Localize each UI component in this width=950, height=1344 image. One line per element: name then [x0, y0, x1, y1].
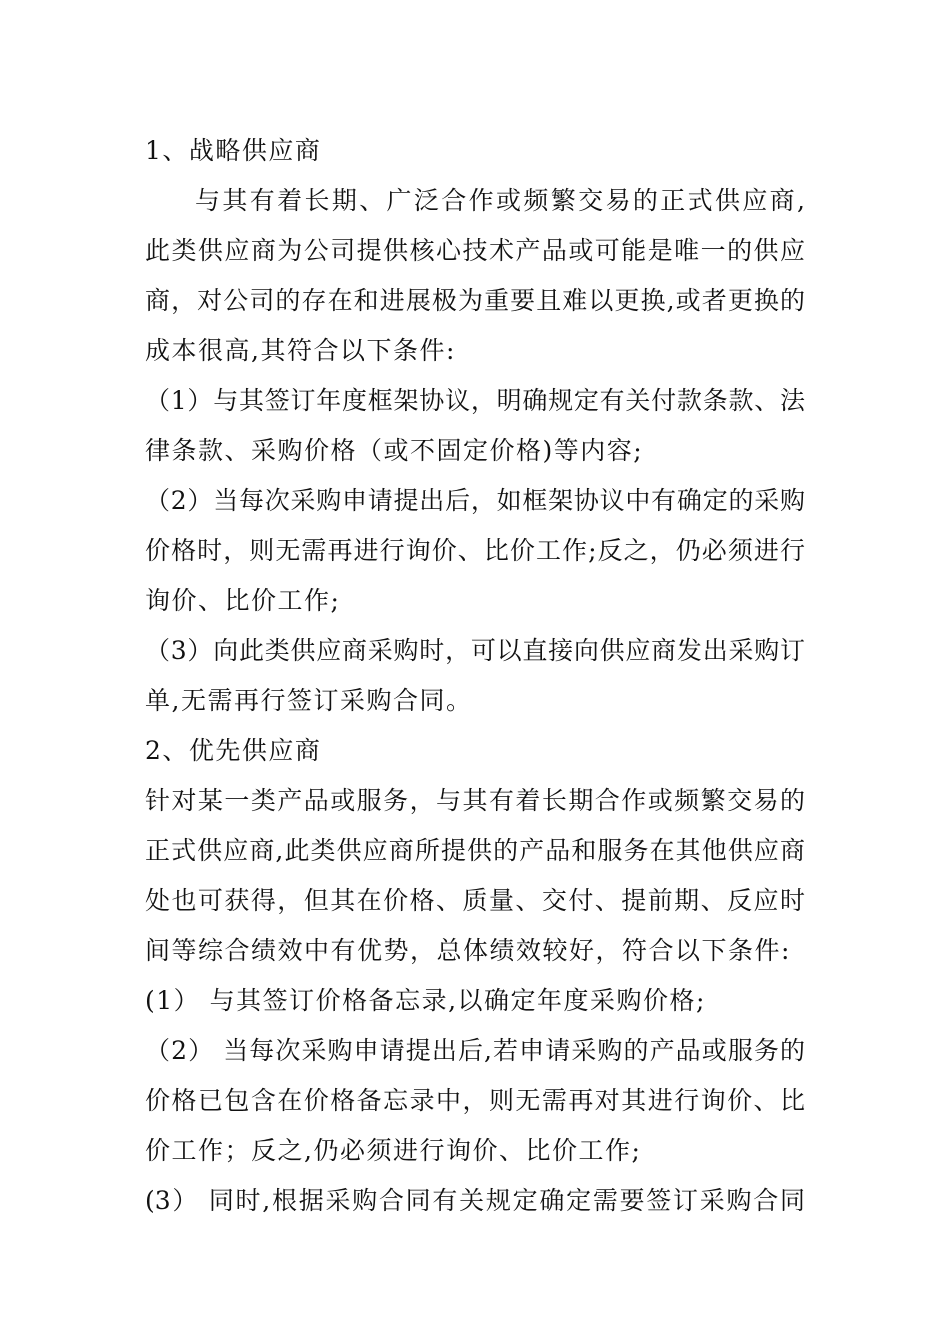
list-item-line: （2）当每次采购申请提出后，如框架协议中有确定的采购: [145, 486, 805, 515]
paragraph-line: 正式供应商,此类供应商所提供的产品和服务在其他供应商: [145, 836, 805, 865]
list-item-line: （1）与其签订年度框架协议，明确规定有关付款条款、法: [145, 386, 805, 415]
paragraph-line: 商，对公司的存在和进展极为重要且难以更换,或者更换的: [145, 286, 805, 315]
paragraph-line: 成本很高,其符合以下条件:: [145, 336, 456, 365]
list-item-line: （2） 当每次采购申请提出后,若申请采购的产品或服务的: [145, 1036, 805, 1065]
list-item-line: (1） 与其签订价格备忘录,以确定年度采购价格;: [145, 986, 706, 1015]
paragraph-line: 处也可获得，但其在价格、质量、交付、提前期、反应时: [145, 886, 805, 915]
paragraph-line: 此类供应商为公司提供核心技术产品或可能是唯一的供应: [145, 236, 805, 265]
list-item-line: 价格时，则无需再进行询价、比价工作;反之，仍必须进行: [145, 536, 805, 565]
paragraph-line: 与其有着长期、广泛合作或频繁交易的正式供应商,: [195, 186, 805, 215]
paragraph-line: 间等综合绩效中有优势，总体绩效较好，符合以下条件:: [145, 936, 791, 965]
list-item-line: (3） 同时,根据采购合同有关规定确定需要签订采购合同: [145, 1186, 805, 1215]
list-item-line: 价工作；反之,仍必须进行询价、比价工作;: [145, 1136, 642, 1165]
list-item-line: 单,无需再行签订采购合同。: [145, 686, 473, 715]
list-item-line: 价格已包含在价格备忘录中，则无需再对其进行询价、比: [145, 1086, 805, 1115]
section-heading-strategic-supplier: 1、战略供应商: [145, 136, 322, 165]
section-heading-preferred-supplier: 2、优先供应商: [145, 736, 322, 765]
list-item-line: 询价、比价工作;: [145, 586, 341, 615]
list-item-line: （3）向此类供应商采购时，可以直接向供应商发出采购订: [145, 636, 805, 665]
list-item-line: 律条款、采购价格（或不固定价格)等内容;: [145, 436, 644, 465]
paragraph-line: 针对某一类产品或服务，与其有着长期合作或频繁交易的: [145, 786, 805, 815]
